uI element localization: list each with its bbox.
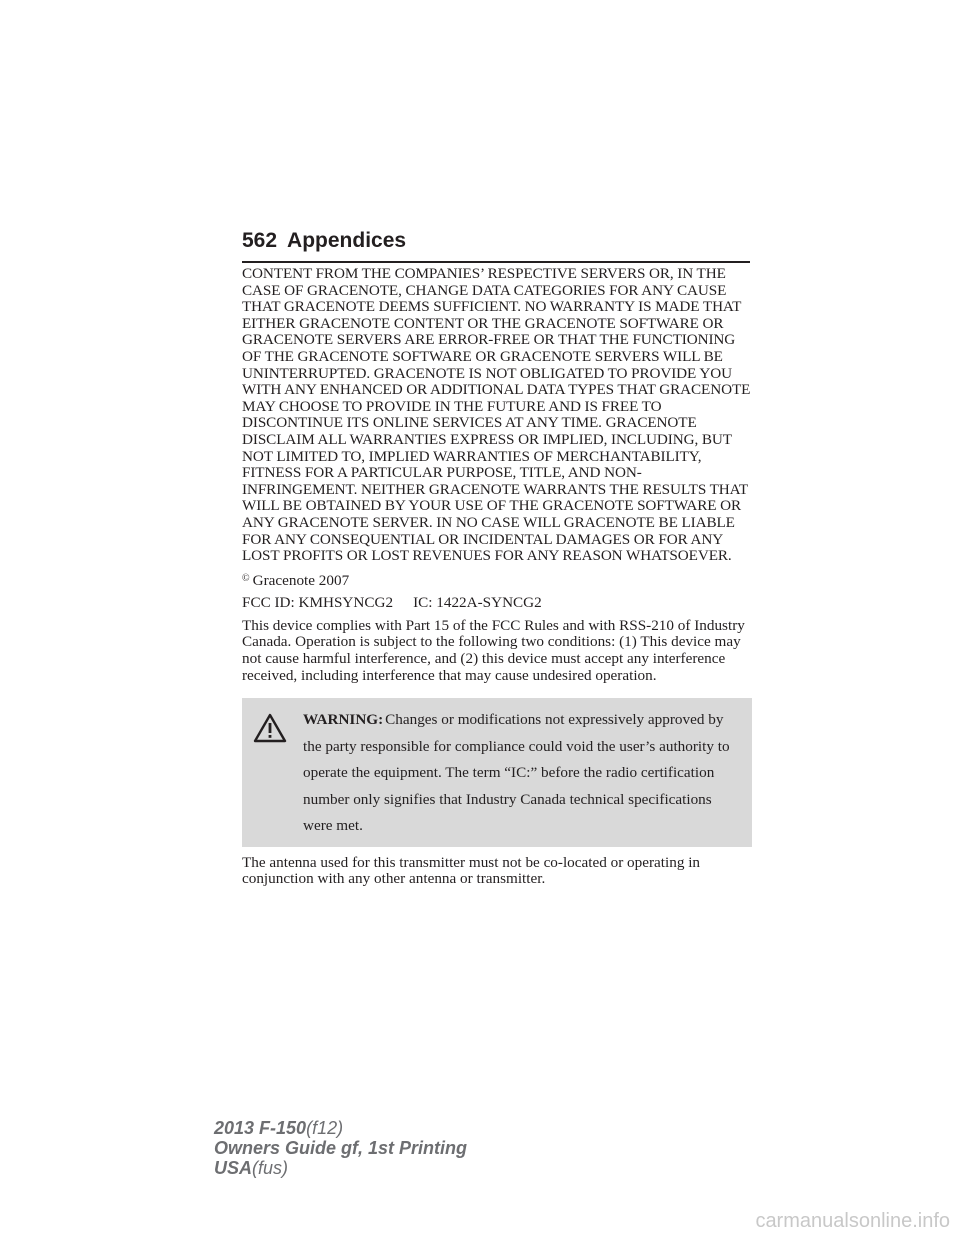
warning-text: Changes or modifications not expressively approved by the party responsible for compliance could void the user’s authority to operate the equipment. The term “IC:” before the radio certification number only signifies that Industry Canada technical specifications were met.	[303, 711, 730, 835]
page-footer	[214, 1118, 467, 1178]
page-header	[242, 229, 750, 259]
fcc-id: FCC ID: KMHSYNCG2	[242, 594, 394, 612]
footer-market-line	[214, 1158, 467, 1178]
warning-text-block	[250, 707, 744, 840]
warning-box	[242, 698, 752, 847]
copyright-line	[242, 571, 752, 590]
ic-id: IC: 1422A-SYNCG2	[413, 594, 542, 612]
copyright-text: Gracenote 2007	[252, 571, 350, 589]
warning-label: WARNING:	[303, 711, 384, 729]
footer-market-code: (fus)	[252, 1158, 289, 1178]
footer-model-line	[214, 1118, 467, 1138]
footer-guide: Owners Guide gf, 1st Printing	[214, 1138, 468, 1158]
footer-market: USA	[214, 1158, 253, 1178]
fcc-line	[242, 595, 752, 612]
copyright-symbol: ©	[242, 572, 250, 584]
page-content	[242, 266, 752, 894]
footer-model-code: (f12)	[306, 1118, 344, 1138]
warning-triangle-icon	[253, 713, 287, 743]
section-title: Appendices	[287, 229, 407, 252]
compliance-paragraph: This device complies with Part 15 of the FCC Rules and with RSS-210 of Industry Canada. Operation is subject to the following two conditions: (1) This device may not cause harmful interference, and (2) this device must accept any interference received, including interference that may cause undesired operation.	[242, 616, 745, 684]
watermark: carmanualsonline.info	[755, 1210, 950, 1232]
page-number: 562	[242, 229, 278, 252]
antenna-paragraph: The antenna used for this transmitter must not be co-located or operating in conjunction with any other antenna or transmitter.	[242, 853, 701, 888]
footer-model: 2013 F-150	[214, 1118, 307, 1138]
disclaimer-paragraph: CONTENT FROM THE COMPANIES’ RESPECTIVE SERVERS OR, IN THE CASE OF GRACENOTE, CHANGE DATA CATEGORIES FOR ANY CAUSE THAT GRACENOTE DEEMS SUFFICIENT. NO WARRANTY IS MADE THAT EITHER GRACENOTE CONTENT OR THE GRACENOTE SOFTWARE OR GRACENOTE SERVERS ARE ERROR-FREE OR THAT THE FUNCTIONING OF THE GRACENOTE SOFTWARE OR GRACENOTE SERVERS WILL BE UNINTERRUPTED. GRACENOTE IS NOT OBLIGATED TO PROVIDE YOU WITH ANY ENHANCED OR ADDITIONAL DATA TYPES THAT GRACENOTE MAY CHOOSE TO PROVIDE IN THE FUTURE AND IS FREE TO DISCONTINUE ITS ONLINE SERVICES AT ANY TIME. GRACENOTE DISCLAIM ALL WARRANTIES EXPRESS OR IMPLIED, INCLUDING, BUT NOT LIMITED TO, IMPLIED WARRANTIES OF MERCHANTABILITY, FITNESS FOR A PARTICULAR PURPOSE, TITLE, AND NON-INFRINGEMENT. NEITHER GRACENOTE WARRANTS THE RESULTS THAT WILL BE OBTAINED BY YOUR USE OF THE GRACENOTE SOFTWARE OR ANY GRACENOTE SERVER. IN NO CASE WILL GRACENOTE BE LIABLE FOR ANY CONSEQUENTIAL OR INCIDENTAL DAMAGES OR FOR ANY LOST PROFITS OR LOST REVENUES FOR ANY REASON WHATSOEVER.	[242, 265, 751, 565]
header-divider	[242, 261, 750, 263]
